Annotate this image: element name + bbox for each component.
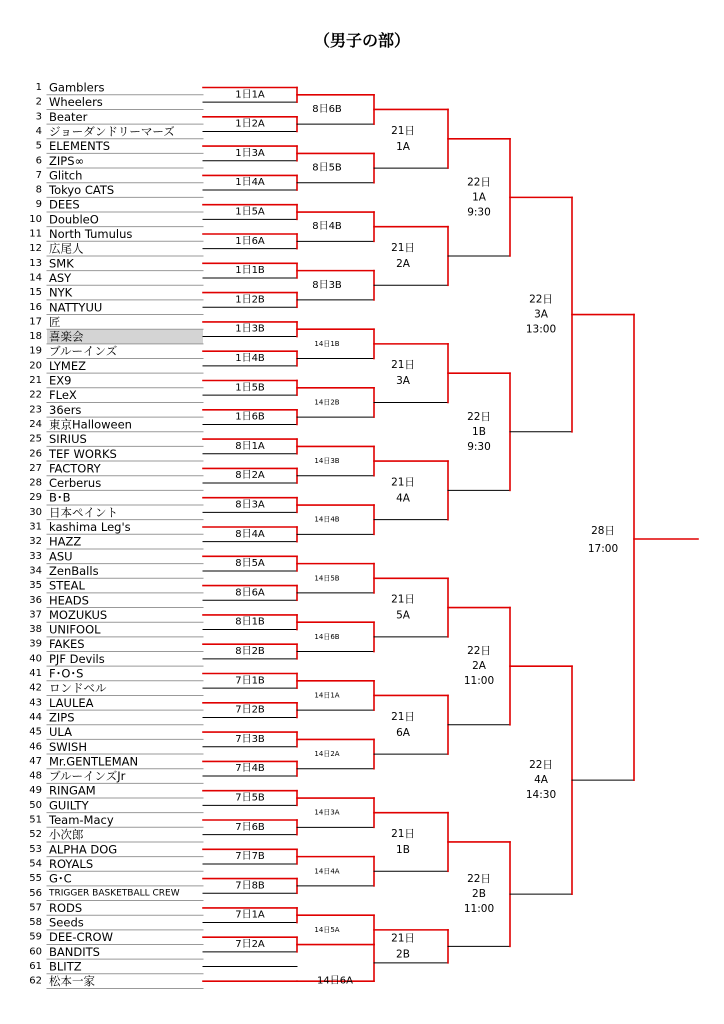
team-number: 18 — [29, 331, 42, 343]
match-label: 14日3B — [314, 457, 340, 466]
match-label: 7日8B — [235, 880, 265, 892]
team-number: 27 — [29, 462, 42, 474]
match-day: 21日 — [391, 359, 415, 372]
match-day: 22日 — [529, 293, 553, 306]
team-name: ASY — [49, 270, 72, 285]
match-label: 8日2B — [235, 646, 265, 658]
team-number: 36 — [29, 594, 42, 606]
match-slot: 4A — [534, 774, 548, 787]
team-number: 34 — [29, 565, 42, 577]
team-name: MOZUKUS — [49, 607, 108, 622]
team-number: 1 — [35, 82, 42, 93]
match-day: 21日 — [391, 710, 415, 723]
team-name: 匠 — [49, 314, 61, 329]
team-number: 19 — [29, 345, 42, 357]
team-number: 61 — [29, 961, 42, 972]
team-number: 3 — [35, 111, 42, 123]
team-number: 55 — [29, 873, 42, 885]
match-day: 21日 — [391, 593, 415, 606]
team-name: PJF Devils — [49, 651, 105, 666]
team-number: 22 — [29, 389, 42, 401]
team-number: 59 — [29, 931, 42, 943]
team-number: 35 — [29, 580, 42, 592]
team-name: Seeds — [49, 915, 84, 930]
match-label: 7日7B — [235, 851, 265, 863]
match-day: 22日 — [467, 176, 491, 189]
match-label: 1日3A — [235, 147, 265, 159]
team-name: ROYALS — [49, 856, 94, 871]
page-title: （男子の部） — [313, 31, 410, 50]
team-name: 東京Halloween — [49, 417, 132, 432]
team-name: FLeX — [49, 388, 77, 403]
team-number: 47 — [29, 755, 42, 767]
match-time: 11:00 — [463, 903, 495, 916]
team-name: Beater — [49, 109, 88, 124]
match-label: 1日5B — [235, 382, 265, 394]
team-name: ZIPS — [49, 710, 75, 725]
team-number: 21 — [29, 375, 42, 386]
team-number: 23 — [29, 404, 42, 416]
team-name: Gamblers — [49, 80, 105, 95]
match-slot: 4A — [396, 492, 410, 505]
match-day: 21日 — [391, 476, 415, 489]
team-number: 54 — [29, 858, 42, 870]
team-number: 53 — [29, 843, 42, 855]
team-number: 62 — [29, 975, 42, 987]
team-name: SMK — [49, 256, 74, 271]
team-number: 38 — [29, 624, 42, 636]
team-name: 小次郎 — [49, 827, 84, 842]
team-name: HEADS — [49, 593, 89, 608]
team-number: 17 — [29, 316, 42, 328]
final-day: 28日 — [591, 525, 615, 537]
team-number: 13 — [29, 257, 42, 269]
match-slot: 3A — [534, 308, 548, 321]
team-name: BLITZ — [49, 959, 82, 974]
match-label: 7日2B — [235, 704, 265, 716]
team-name: Cerberus — [49, 476, 102, 491]
team-number: 39 — [29, 638, 42, 650]
team-name: 広尾人 — [49, 241, 84, 256]
match-day: 22日 — [529, 759, 553, 772]
match-label: 7日1A — [235, 909, 265, 921]
match-label: 14日5A — [314, 925, 340, 934]
team-number: 8 — [35, 184, 42, 196]
match-slot: 2B — [472, 888, 486, 901]
team-name: SIRIUS — [49, 432, 87, 447]
team-name: NATTYUU — [49, 300, 103, 315]
team-number: 33 — [29, 550, 42, 562]
match-slot: 1A — [472, 191, 486, 204]
team-name: 36ers — [49, 402, 82, 417]
team-name: FAKES — [49, 637, 85, 652]
match-label: 1日4B — [235, 353, 265, 365]
match-slot: 1B — [396, 843, 410, 856]
match-slot: 5A — [396, 609, 410, 622]
match-day: 21日 — [391, 827, 415, 840]
team-name: DEES — [49, 197, 80, 212]
match-label: 14日6A — [317, 975, 353, 987]
team-number: 16 — [29, 301, 42, 313]
team-number: 56 — [29, 887, 42, 899]
team-number: 44 — [29, 711, 42, 723]
match-label: 8日5B — [312, 162, 342, 174]
match-label: 14日5B — [314, 574, 340, 583]
team-name: ASU — [49, 549, 73, 564]
match-label: 8日2A — [235, 470, 265, 482]
match-label: 7日4B — [235, 763, 265, 775]
match-day: 21日 — [391, 241, 415, 254]
team-name: BANDITS — [49, 944, 100, 959]
team-number: 5 — [35, 140, 42, 152]
team-name: 喜楽会 — [49, 329, 84, 344]
team-number: 14 — [29, 272, 42, 284]
team-number: 32 — [29, 536, 42, 548]
match-label: 14日1B — [314, 339, 340, 348]
team-number: 49 — [29, 785, 42, 797]
team-name: North Tumulus — [49, 227, 133, 241]
team-number: 46 — [29, 741, 42, 753]
team-number: 60 — [29, 946, 42, 958]
team-name: HAZZ — [49, 534, 82, 549]
team-name: NYK — [49, 285, 73, 300]
team-number: 10 — [29, 213, 42, 225]
match-day: 22日 — [467, 410, 491, 423]
team-number: 6 — [35, 155, 42, 167]
match-label: 8日6B — [312, 103, 342, 115]
match-label: 1日3B — [235, 323, 265, 335]
match-slot: 2A — [396, 257, 410, 270]
team-name: B･B — [49, 490, 71, 505]
match-slot: 6A — [396, 726, 410, 739]
match-label: 14日1A — [314, 691, 340, 700]
team-number: 24 — [29, 418, 42, 430]
team-name: ZenBalls — [49, 563, 99, 578]
team-name: ALPHA DOG — [49, 842, 118, 857]
team-number: 58 — [29, 917, 42, 929]
team-name: ULA — [49, 725, 72, 740]
match-label: 7日5B — [235, 792, 265, 804]
match-label: 1日2B — [235, 294, 265, 306]
team-name: ZIPS∞ — [49, 153, 85, 168]
team-name: Mr.GENTLEMAN — [49, 754, 139, 769]
team-number: 48 — [29, 770, 42, 782]
team-number: 12 — [29, 243, 42, 255]
team-number: 51 — [29, 814, 42, 826]
team-number: 41 — [29, 668, 42, 679]
match-label: 7日2A — [235, 939, 265, 951]
match-label: 7日3B — [235, 733, 265, 745]
team-number: 40 — [29, 653, 42, 665]
team-number: 20 — [29, 360, 42, 372]
match-label: 1日6B — [235, 411, 265, 423]
match-time: 9:30 — [467, 440, 491, 453]
team-name: LAULEA — [49, 695, 94, 710]
team-name: STEAL — [49, 578, 85, 593]
team-number: 29 — [29, 492, 42, 504]
team-name: ELEMENTS — [49, 139, 111, 154]
match-time: 11:00 — [463, 675, 495, 688]
match-time: 14:30 — [525, 789, 557, 802]
team-name: 松本一家 — [49, 974, 95, 989]
team-number: 26 — [29, 448, 42, 460]
match-day: 21日 — [391, 932, 415, 945]
team-name: Team-Macy — [49, 813, 114, 827]
match-label: 8日4A — [235, 528, 265, 540]
team-number: 45 — [29, 726, 42, 738]
match-label: 8日1B — [235, 616, 265, 628]
team-name: RODS — [49, 900, 83, 915]
team-number: 25 — [29, 433, 42, 445]
match-label: 14日6B — [314, 632, 340, 641]
team-number: 52 — [29, 829, 42, 841]
team-name: ブルーインズJr — [49, 769, 126, 784]
match-label: 8日3B — [312, 279, 342, 291]
match-label: 7日1B — [235, 675, 265, 687]
team-name: DEE-CROW — [49, 930, 113, 945]
team-name: Tokyo CATS — [49, 183, 115, 198]
team-name: Wheelers — [49, 95, 103, 110]
team-name: Glitch — [49, 168, 83, 183]
match-label: 14日4A — [314, 867, 340, 876]
team-name: RINGAM — [49, 783, 96, 798]
match-day: 22日 — [467, 645, 491, 658]
team-name: UNIFOOL — [49, 622, 101, 637]
match-label: 14日2A — [314, 750, 340, 759]
team-name: EX9 — [49, 373, 72, 388]
match-slot: 1A — [396, 140, 410, 153]
team-number: 11 — [29, 228, 42, 240]
match-label: 1日1A — [235, 89, 265, 101]
match-label: 14日4B — [314, 515, 340, 524]
match-day: 21日 — [391, 124, 415, 137]
team-name: F･O･S — [49, 666, 84, 681]
team-number: 42 — [29, 682, 42, 694]
match-label: 8日3A — [235, 499, 265, 511]
team-name: kashima Leg's — [49, 520, 131, 534]
match-label: 1日4A — [235, 177, 265, 189]
match-label: 1日6A — [235, 235, 265, 247]
team-name: ジョーダンドリーマーズ — [49, 124, 175, 139]
team-number: 4 — [35, 125, 42, 137]
team-name: SWISH — [49, 739, 88, 754]
match-time: 13:00 — [525, 323, 557, 336]
match-label: 8日5A — [235, 558, 265, 570]
match-day: 22日 — [467, 873, 491, 886]
match-slot: 3A — [396, 375, 410, 388]
match-time: 9:30 — [467, 206, 491, 219]
team-number: 43 — [29, 697, 42, 709]
team-number: 30 — [29, 506, 42, 518]
team-number: 57 — [29, 902, 42, 914]
team-name: ブルーインズ — [49, 344, 118, 359]
match-label: 8日6A — [235, 587, 265, 599]
team-name: G･C — [49, 871, 72, 886]
team-name: DoubleO — [49, 212, 99, 227]
team-number: 9 — [35, 199, 42, 211]
team-number: 31 — [29, 521, 42, 533]
team-name: TEF WORKS — [49, 446, 117, 461]
match-label: 1日1B — [235, 265, 265, 277]
match-label: 14日3A — [314, 808, 340, 817]
match-label: 14日2B — [314, 398, 340, 407]
final-time: 17:00 — [587, 543, 619, 555]
team-name: FACTORY — [49, 461, 101, 476]
team-number: 7 — [35, 169, 42, 181]
team-name: TRIGGER BASKETBALL CREW — [49, 888, 180, 899]
team-number: 2 — [35, 96, 42, 108]
match-label: 7日6B — [235, 821, 265, 833]
team-number: 15 — [29, 287, 42, 299]
match-label: 8日1A — [235, 440, 265, 452]
match-label: 1日2A — [235, 118, 265, 130]
team-number: 50 — [29, 799, 42, 811]
team-number: 28 — [29, 477, 42, 489]
match-label: 8日4B — [312, 221, 342, 233]
match-slot: 2A — [472, 660, 486, 673]
match-slot: 1B — [472, 425, 486, 438]
team-name: LYMEZ — [49, 358, 86, 373]
match-label: 1日5A — [235, 206, 265, 218]
team-name: ロンドベル — [49, 681, 107, 696]
team-name: 日本ペイント — [49, 505, 118, 520]
match-slot: 2B — [396, 948, 410, 961]
team-number: 37 — [29, 609, 42, 621]
team-name: GUILTY — [49, 798, 89, 813]
